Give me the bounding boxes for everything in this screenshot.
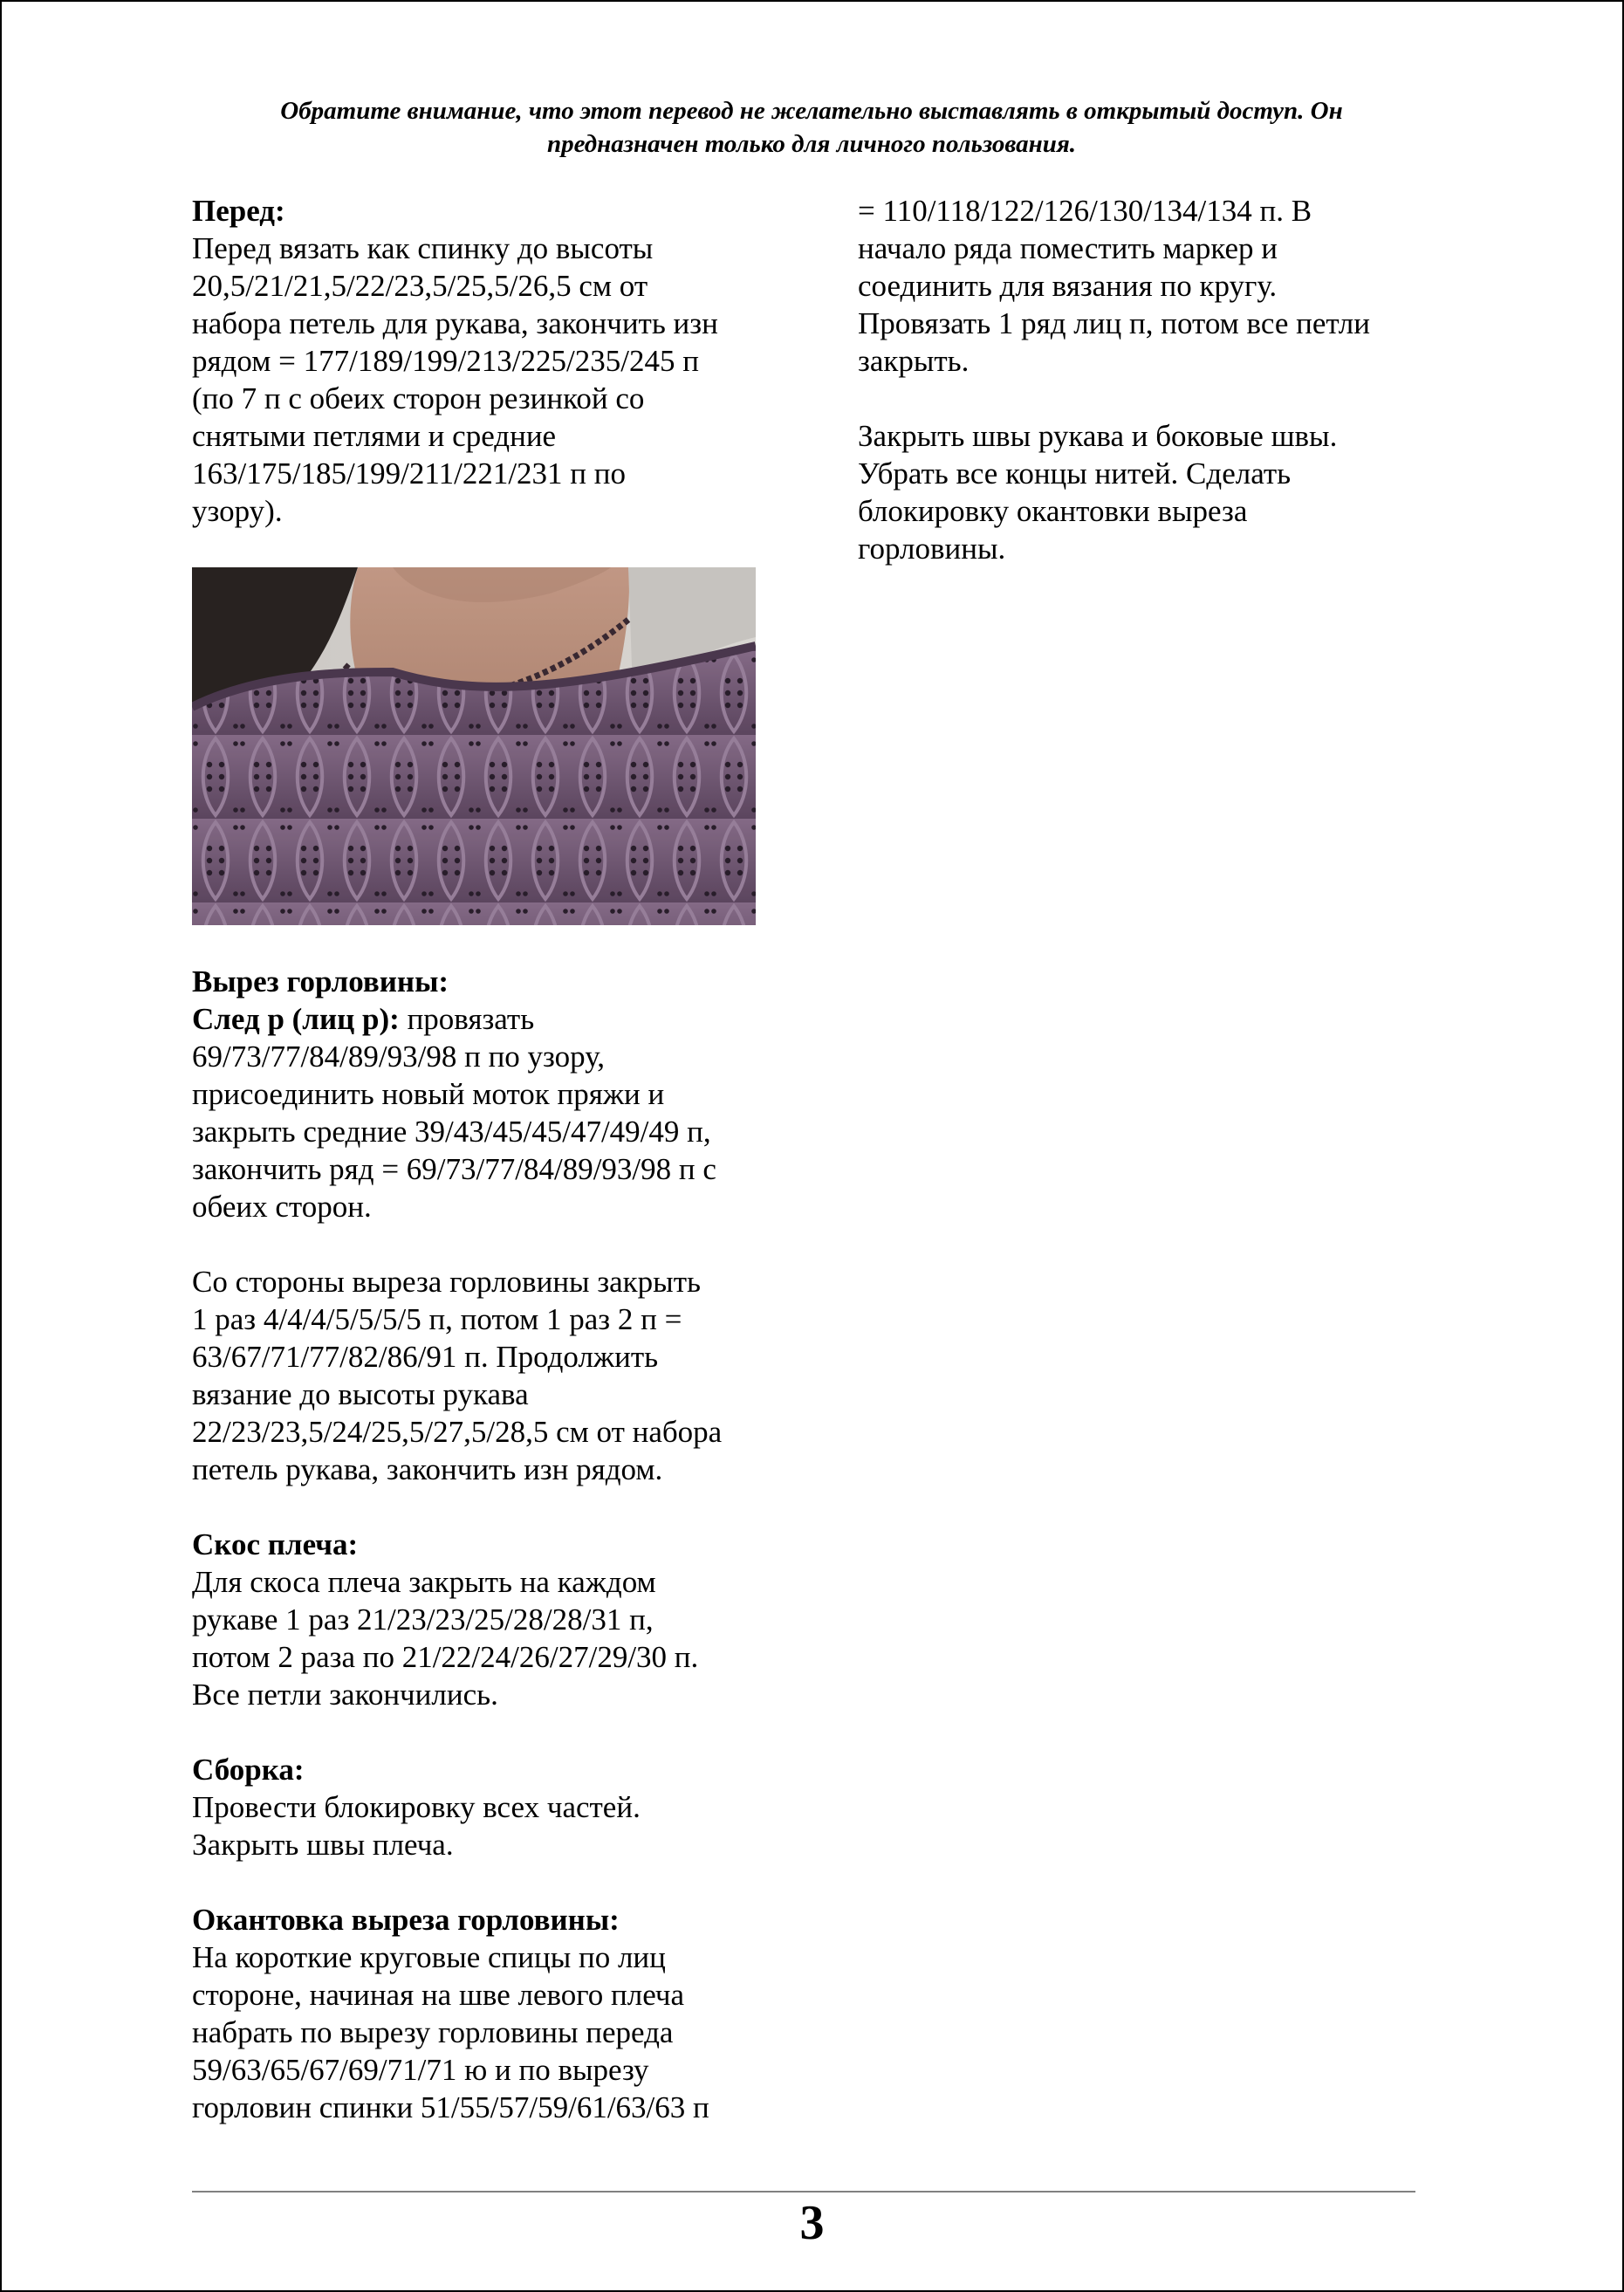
next-row-label: След р (лиц р): bbox=[192, 1002, 400, 1036]
usage-notice-text: Обратите внимание, что этот перевод не желательно выставлять в открытый доступ. Он предназначен только для личного пользования. bbox=[280, 97, 1343, 158]
neck-edging-continued: = 110/118/122/126/130/134/134 п. В начало ряда поместить маркер и соединить для вязания по кругу. Провязать 1 ряд лиц п, потом все петли закрыть. bbox=[858, 194, 1371, 378]
finishing-body: Закрыть швы рукава и боковые швы. Убрать все концы нитей. Сделать блокировку окантовки выреза горловины. bbox=[858, 419, 1338, 566]
front-section bbox=[192, 192, 768, 530]
assembly-section bbox=[192, 1751, 768, 1863]
right-column bbox=[858, 192, 1434, 567]
neck-edging-body: На короткие круговые спицы по лиц стороне, начиная на шве левого плеча набрать по вырезу горловины переда 59/63/65/67/69/71/71 ю и по вырезу горловин спинки 51/55/57/59/61/63/63 п bbox=[192, 1940, 709, 2124]
left-column bbox=[192, 192, 768, 2126]
next-row-body: провязать 69/73/77/84/89/93/98 п по узору, присоединить новый моток пряжи и закрыть средние 39/43/45/45/47/49/49 п, закончить ряд = 69/73/77/84/89/93/98 п с обеих сторон. bbox=[192, 1002, 716, 1224]
assembly-heading: Сборка: bbox=[192, 1753, 305, 1787]
neck-edging-section bbox=[192, 1901, 768, 2126]
footer-divider bbox=[192, 2191, 1415, 2192]
page-number: 3 bbox=[799, 2196, 825, 2250]
neckline-next-row bbox=[192, 1000, 768, 1225]
shoulder-body: Для скоса плеча закрыть на каждом рукаве 1 раз 21/23/23/25/28/28/31 п, потом 2 раза по 21/22/24/26/27/29/30 п. Все петли закончились. bbox=[192, 1565, 699, 1712]
neckline-shaping-body: Со стороны выреза горловины закрыть 1 раз 4/4/4/5/5/5/5 п, потом 1 раз 2 п = 63/67/71/77/82/86/91 п. Продолжить вязание до высоты рукава 22/23/23,5/24/25,5/27,5/28,5 см от набора петель рукава, закончить изн рядом. bbox=[192, 1265, 723, 1486]
front-heading: Перед: bbox=[192, 194, 285, 228]
neckline-heading: Вырез горловины: bbox=[192, 964, 449, 998]
knitted-lace-neckline-photo bbox=[192, 567, 756, 925]
neck-edging-heading: Окантовка выреза горловины: bbox=[192, 1903, 620, 1937]
front-body: Перед вязать как спинку до высоты 20,5/21/21,5/22/23,5/25,5/26,5 см от набора петель для рукава, закончить изн рядом = 177/189/199/213/225/235/245 п (по 7 п с обеих сторон резинкой со снятыми петлями и средние 163/175/185/199/211/221/231 п по узору). bbox=[192, 231, 718, 528]
assembly-body: Провести блокировку всех частей. Закрыть швы плеча. bbox=[192, 1790, 641, 1862]
shoulder-section bbox=[192, 1526, 768, 1713]
usage-notice bbox=[192, 94, 1431, 161]
shoulder-heading: Скос плеча: bbox=[192, 1527, 359, 1561]
neckline-section bbox=[192, 963, 768, 1488]
